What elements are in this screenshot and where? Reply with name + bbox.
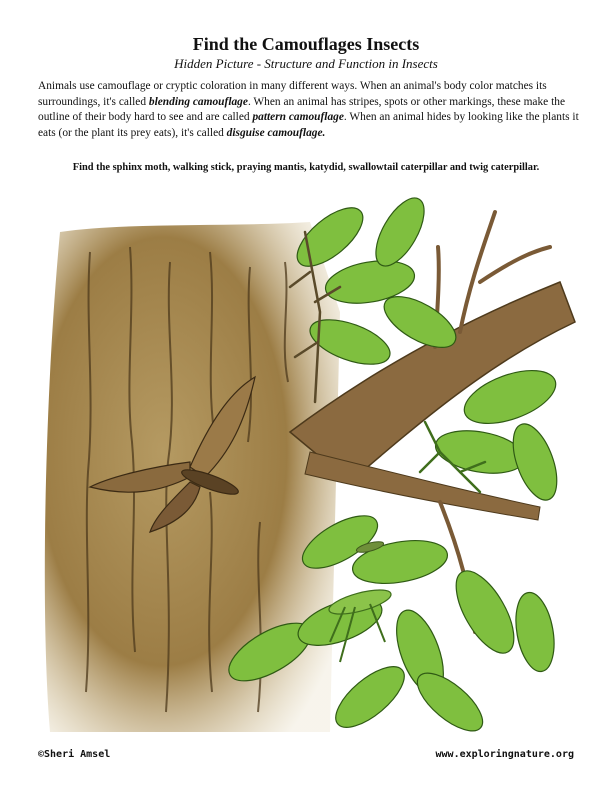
- instruction-text: Find the sphinx moth, walking stick, praying mantis, katydid, swallowtail caterpillar and twig caterpillar.: [72, 162, 540, 173]
- intro-paragraph: [38, 79, 586, 141]
- page-title: Find the Camouflages Insects: [192, 34, 420, 54]
- camouflage-illustration: [40, 192, 580, 732]
- intro-text-3: . When an animal hides by looking like the plants it eats (or the plant its prey eats), it's called: [38, 111, 579, 139]
- page-subtitle: Hidden Picture - Structure and Function in Insects: [174, 56, 438, 71]
- intro-text-1: Animals use camouflage or cryptic coloration in many different ways. When an animal's body color matches its surroundings, it's called: [38, 80, 547, 108]
- website-text: www.exploringnature.org: [435, 749, 574, 760]
- intro-text-2: . When an animal has stripes, spots or other markings, these make the outline of their body hard to see and are called: [38, 95, 566, 124]
- copyright-text: ©Sheri Amsel: [38, 749, 111, 760]
- term-disguise: disguise camouflage.: [226, 126, 326, 139]
- term-blending: blending camouflage: [148, 95, 248, 108]
- term-pattern: pattern camouflage: [252, 111, 344, 124]
